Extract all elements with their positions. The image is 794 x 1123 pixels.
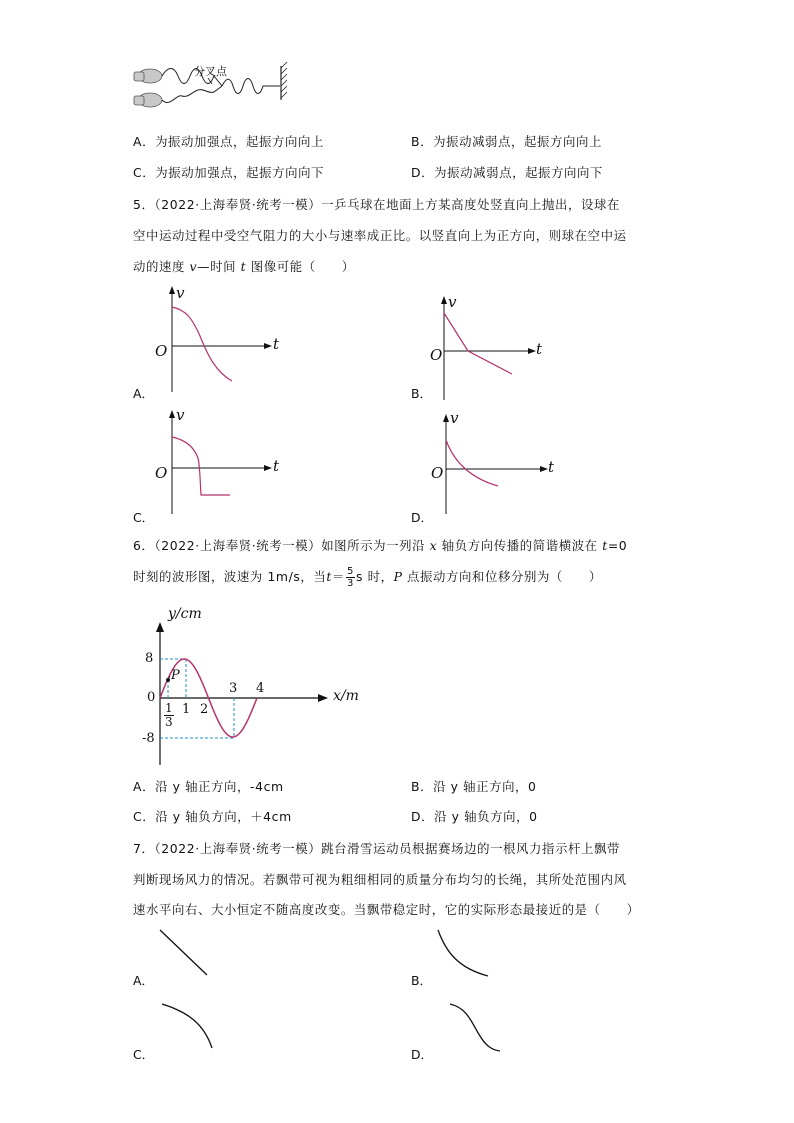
q6-point-p: P xyxy=(171,668,180,683)
q7-shape-d xyxy=(450,1004,500,1051)
q6-y-label: y/cm xyxy=(168,606,202,622)
q5-option-b[interactable]: B． xyxy=(411,386,432,401)
q6-x-tick-4: 4 xyxy=(256,681,265,696)
q5a-origin: O xyxy=(155,342,168,360)
q5d-axis-v: v xyxy=(450,409,459,427)
q6-option-b[interactable]: B．沿 y 轴正方向，0 xyxy=(411,779,537,794)
q4-option-b[interactable]: B．为振动减弱点，起振方向向上 xyxy=(411,134,602,149)
q7-shape-c xyxy=(162,1004,212,1048)
q5a-axis-t: t xyxy=(273,335,280,353)
q5a-axis-v: v xyxy=(176,284,185,302)
q5d-origin: O xyxy=(431,464,444,482)
q7-stem-line1: 7．（2022·上海奉贤·统考一模）跳台滑雪运动员根据赛场边的一根风力指示杆上飘带 xyxy=(133,841,620,856)
q5-option-d[interactable]: D． xyxy=(411,510,433,525)
q7-stem-line2: 判断现场风力的情况。若飘带可视为粗细相同的质量分布均匀的长绳，其所处范围内风 xyxy=(133,872,627,887)
q6-x-tick-third: $\frac{1}{3}$ xyxy=(165,701,173,729)
q6-fraction: $\frac{5}{3}$ xyxy=(347,566,354,589)
q4-option-a[interactable]: A．为振动加强点，起振方向向上 xyxy=(133,134,324,149)
fork-point-label: 分叉点 xyxy=(194,65,227,78)
q6-stem-line1: 6．（2022·上海奉贤·统考一模）如图所示为一列沿 x 轴负方向传播的简谐横波在 t=0 xyxy=(133,538,628,553)
q5b-axis-v: v xyxy=(448,293,457,311)
q6-y-tick-m8: -8 xyxy=(142,731,155,746)
q6-x-label: x/m xyxy=(333,688,359,704)
q6-x-tick-1: 1 xyxy=(182,702,191,717)
q5-stem-line3: 动的速度 v—时间 t 图像可能（ ） xyxy=(133,259,355,274)
q5c-origin: O xyxy=(155,464,168,482)
q7-option-d[interactable]: D． xyxy=(411,1047,433,1062)
q6-y-tick-0: 0 xyxy=(147,690,156,705)
q5b-axis-t: t xyxy=(536,340,543,358)
q6-stem-line2: 时刻的波形图，波速为 1m/s，当t＝ $\frac{5}{3}$ s 时，P 点振动方向和位移分别为（ ） xyxy=(133,566,602,589)
q7-option-b[interactable]: B． xyxy=(411,973,432,988)
q6-option-c[interactable]: C．沿 y 轴负方向，＋4cm xyxy=(133,809,292,824)
q5b-origin: O xyxy=(430,346,443,364)
q6-option-a[interactable]: A．沿 y 轴正方向，-4cm xyxy=(133,779,284,794)
q7-shape-a xyxy=(160,930,207,975)
q4-option-c[interactable]: C．为振动加强点，起振方向向下 xyxy=(133,165,325,180)
q7-stem-line3: 速水平向右、大小恒定不随高度改变。当飘带稳定时，它的实际形态最接近的是（ ） xyxy=(133,902,640,917)
q5d-axis-t: t xyxy=(548,458,555,476)
q5-stem-line2: 空中运动过程中受空气阻力的大小与速率成正比。以竖直向上为正方向，则球在空中运 xyxy=(133,228,627,243)
q7-option-a[interactable]: A． xyxy=(133,973,154,988)
q5-option-a[interactable]: A． xyxy=(133,386,154,401)
q6-option-d[interactable]: D．沿 y 轴负方向，0 xyxy=(411,809,538,824)
q5-stem-line1: 5．（2022·上海奉贤·统考一模）一乒乓球在地面上方某高度处竖直向上抛出，设球在 xyxy=(133,197,620,212)
q7-shape-b xyxy=(438,930,488,976)
q5-option-c[interactable]: C． xyxy=(133,510,155,525)
q6-x-tick-2: 2 xyxy=(200,702,209,717)
q5c-axis-t: t xyxy=(273,457,280,475)
q5c-axis-v: v xyxy=(176,406,185,424)
q4-option-d[interactable]: D．为振动减弱点，起振方向向下 xyxy=(411,165,604,180)
q6-x-tick-3: 3 xyxy=(229,681,238,696)
q7-option-c[interactable]: C． xyxy=(133,1047,155,1062)
q6-y-tick-8: 8 xyxy=(145,651,154,666)
